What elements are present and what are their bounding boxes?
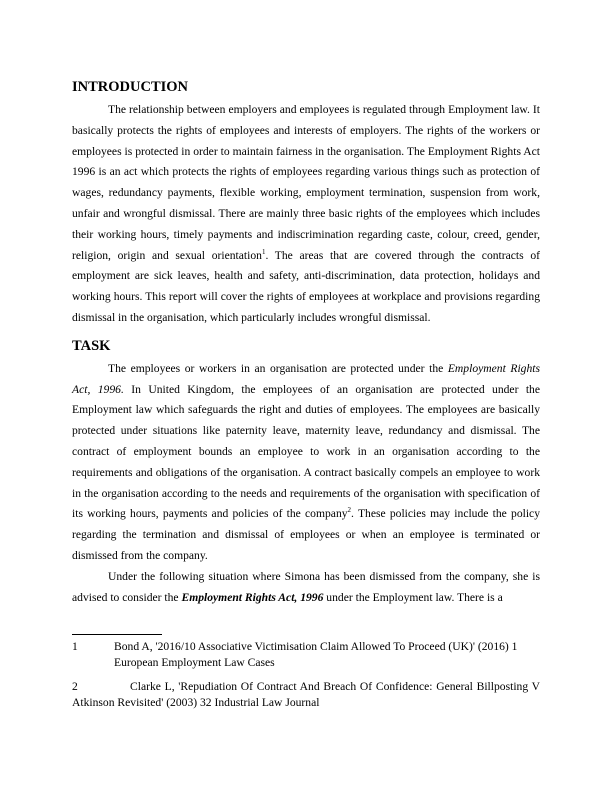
task-text-c: . These policies may include the policy regarding the termination and dismissal of employees or when an employee is terminated or dismissed from the company. — [72, 507, 540, 562]
introduction-paragraph — [72, 100, 540, 329]
footnote-1 — [72, 639, 540, 670]
task2-text-a: Under the following situation where Simona has been dismissed from the company, she is advised to consider the — [72, 569, 540, 604]
footnote-ref-2[interactable]: 2 — [347, 506, 352, 515]
task-text-b: In United Kingdom, the employees of an organisation are protected under the Employment law which safeguards the right and duties of employees. The employees are basically protected under situations like paternity leave, maternity leave, redundancy and dismissal. The contract of employment bounds an employee to work in an organisation according to the requirements and obligations of the organisation. A contract basically compels an employee to work in the organisation according to the needs and requirements of the organisation with specification of its working hours, payments and policies of the company — [72, 382, 540, 521]
task-text-a: The employees or workers in an organisation are protected under the — [108, 361, 448, 375]
footnote-2 — [72, 679, 540, 710]
footnote-separator — [72, 634, 162, 635]
task-heading: TASK — [72, 337, 111, 354]
footnote-2-number: 2 — [72, 680, 78, 693]
footnote-ref-1[interactable]: 1 — [261, 247, 266, 256]
act-citation-italic: Employment Rights Act, 1996. — [72, 361, 540, 396]
task2-text-b: under the Employment law. There is a — [323, 590, 503, 604]
intro-text-b: . The areas that are covered through the contracts of employment are sick leaves, health and safety, anti-discrimination, data protection, holidays and working hours. This report will cover the rights of employees at workplace and provisions regarding dismissal in the organisation, which particularly includes wrongful dismissal. — [72, 248, 540, 324]
footnote-1-number: 1 — [72, 640, 78, 653]
document-page — [72, 78, 540, 608]
task-paragraph-1 — [72, 359, 540, 567]
introduction-heading: INTRODUCTION — [72, 79, 189, 95]
footnote-1-text: Bond A, '2016/10 Associative Victimisation Claim Allowed To Proceed (UK)' (2016) 1 European Employment Law Cases — [114, 640, 518, 669]
act-citation-bold-italic: Employment Rights Act, 1996 — [181, 590, 324, 604]
footnote-2-text: Clarke L, 'Repudiation Of Contract And Breach Of Confidence: General Billposting V Atkinson Revisited' (2003) 32 Industrial Law Journal — [72, 680, 540, 709]
intro-text-a: The relationship between employers and employees is regulated through Employment law. It basically protects the rights of employees and interests of employers. The rights of the workers or employees is protected in order to maintain fairness in the organisation. The Employment Rights Act 1996 is an act which protects the rights of employees regarding various things such as protection of wages, redundancy payments, flexible working, employment termination, suspension from work, unfair and wrongful dismissal. There are mainly three basic rights of the employees which includes their working hours, timely payments and indiscrimination regarding caste, colour, creed, gender, religion, origin and sexual orientation — [72, 103, 540, 262]
task-paragraph-2 — [72, 567, 540, 609]
